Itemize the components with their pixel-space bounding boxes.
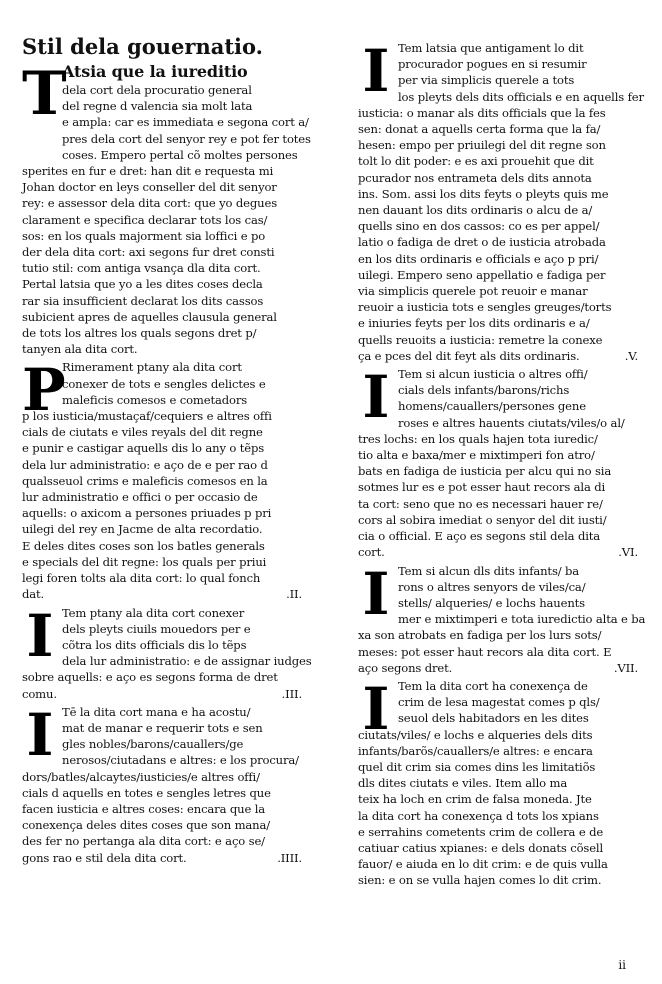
text-line: cials de ciutats e viles reyals del dit regne: [22, 425, 263, 440]
text-line: ins. Som. assi los dits feyts o pleyts quis me: [358, 186, 609, 201]
text-line: latio o fadiga de dret o de iusticia atrobada: [358, 235, 606, 250]
text-line: der dela dita cort: axi segons fur dret consti: [22, 245, 275, 260]
text-line: ça e pces del dit feyt als dits ordinaris. .V.: [358, 348, 638, 363]
text-line: crim de lesa magestat comes p qls/: [398, 695, 600, 710]
text-line: lur administratio e offici o per occasio de: [22, 490, 258, 505]
drop-capital: T: [22, 59, 67, 129]
section-number: .IIII.: [277, 850, 302, 865]
text-line: dela lur administratio: e aço de e per rao d: [22, 457, 268, 472]
text-line: des fer no pertanga ala dita cort: e aço se/: [22, 834, 265, 849]
text-line: uilegi del rey en Jacme de alta recordatio.: [22, 522, 263, 537]
text-line: infants/barõs/cauallers/e altres: e encara: [358, 743, 593, 758]
section-number: .II.: [286, 587, 302, 602]
text-line: via simplicis querele pot reuoir e manar: [358, 284, 588, 299]
text-line: sotmes lur es e pot esser haut recors ala di: [358, 480, 606, 495]
text-line: Rimerament ptany ala dita cort: [62, 360, 242, 375]
paragraph: [22, 59, 311, 357]
text-line: tanyen ala dita cort.: [22, 342, 138, 357]
text-line: uilegi. Empero seno appellatio e fadiga per: [358, 267, 606, 282]
text-line: dls dites ciutats e viles. Item allo ma: [358, 776, 568, 791]
text-line: teix ha loch en crim de falsa moneda. Jte: [358, 792, 592, 807]
text-line: sien: e on se vulla hajen comes lo dit crim.: [358, 873, 602, 888]
text-line: E deles dites coses son los batles generals: [22, 538, 265, 553]
text-line: facen iusticia e altres coses: encara que la: [22, 801, 266, 816]
chapter-title: Stil dela gouernatio.: [22, 34, 263, 59]
text-line: dat. .II.: [22, 587, 302, 602]
text-line: dors/batles/alcaytes/iusticies/e altres offi/: [22, 769, 260, 784]
text-line: rar sia insufficient declarat los dits cassos: [22, 293, 264, 308]
paragraph: [358, 674, 638, 889]
text-line: e ampla: car es immediata e segona cort a/: [62, 115, 309, 130]
text-line: nerosos/ciutadans e altres: e los procura/: [62, 753, 299, 768]
text-line: iusticia: o manar als dits officials que la fes: [358, 105, 606, 120]
text-line: subicient apres de aquelles clausula general: [22, 309, 277, 324]
section-number: .VI.: [618, 545, 638, 560]
text-line: del regne d valencia sia molt lata: [62, 99, 253, 114]
text-line: conexença deles dites coses que son mana/: [22, 818, 271, 833]
drop-capital: I: [362, 674, 390, 743]
text-line: seuol dels habitadors en les dites: [398, 711, 589, 726]
text-line: dela cort dela procuratio general: [62, 83, 252, 97]
folio-number: ii: [618, 958, 626, 972]
text-line: Pertal latsia que yo a les dites coses decla: [22, 277, 263, 292]
text-line: e punir e castigar aquells dis lo any o tẽps: [22, 441, 265, 456]
text-line: reuoir a iusticia tots e sengles greuges/torts: [358, 300, 612, 315]
drop-capital: P: [22, 356, 66, 425]
text-line: rey: e assessor dela dita cort: que yo degues: [22, 196, 277, 211]
text-line: Tē la dita cort mana e ha acostu/: [62, 704, 251, 719]
text-line: la dita cort ha conexença d tots los xpians: [358, 808, 599, 823]
paragraph: [22, 356, 302, 602]
text-line: cials dels infants/barons/richs: [398, 383, 570, 398]
text-line: comu. .III.: [22, 686, 302, 701]
text-line: dels pleyts ciuils mouedors per e: [62, 621, 251, 636]
right-column: [358, 37, 646, 891]
paragraph: [22, 601, 312, 702]
text-line: los pleyts dels dits officials e en aquells fer: [398, 89, 644, 104]
text-line: cõtra los dits officials dis lo tẽps: [62, 637, 247, 652]
text-line: Tem la dita cort ha conexença de: [398, 678, 588, 693]
text-line: cials d aquells en totes e sengles letres que: [22, 785, 271, 800]
chapter-heading: [22, 34, 302, 60]
text-line: Tem si alcun iusticia o altres offi/: [398, 367, 588, 382]
text-line: qualsseuol crims e maleficis comesos en la: [22, 473, 268, 488]
text-line: p los iusticia/mustaçaf/cequiers e altres offi: [22, 409, 272, 424]
text-line: fauor/ e aiuda en lo dit crim: e de quis vulla: [358, 857, 608, 872]
text-line: tutio stil: com antiga vsança dla dita cort.: [22, 261, 261, 276]
paragraph: [358, 37, 644, 364]
text-line: bats en fadiga de iusticia per alcu qui no sia: [358, 464, 612, 479]
left-column: [22, 34, 312, 868]
text-line: sen: donat a aquells certa forma que la fa/: [358, 122, 601, 137]
text-line: dela lur administratio: e de assignar iudges: [62, 654, 312, 669]
text-line: rons o altres senyors de viles/ca/: [398, 579, 586, 594]
paragraph: [22, 700, 302, 866]
text-line: xa son atrobats en fadiga per los lurs sots/: [358, 628, 602, 643]
text-line: mat de manar e requerir tots e sen: [62, 720, 263, 735]
text-line: e specials del dit regne: los quals per priui: [22, 554, 267, 569]
text-line: quel dit crim sia comes dins les limitatiõs: [358, 759, 596, 774]
text-line: sos: en los quals majorment sia loffici e po: [22, 228, 266, 243]
text-line: cors al sobira imediat o senyor del dit iusti/: [358, 512, 607, 527]
text-line: mer e mixtimperi e tota iuredictio alta e ba: [398, 612, 646, 627]
text-line: pres dela cort del senyor rey e pot fer totes: [62, 131, 311, 146]
drop-capital: I: [362, 37, 390, 105]
text-line: gles nobles/barons/cauallers/ge: [62, 737, 244, 752]
text-line: legi foren tolts ala dita cort: lo qual fonch: [22, 571, 261, 586]
text-line: Johan doctor en leys conseller del dit senyor: [22, 180, 277, 195]
text-line: cort. .VI.: [358, 545, 638, 560]
text-line: homens/cauallers/persones gene: [398, 399, 586, 414]
drop-capital: I: [362, 363, 390, 432]
text-line: pcurador nos entrameta dels dits annota: [358, 170, 592, 185]
text-line: aço segons dret. .VII.: [358, 660, 638, 675]
text-line: gons rao e stil dela dita cort. .IIII.: [22, 850, 302, 865]
text-line: Tem si alcun dls dits infants/ ba: [398, 563, 580, 578]
text-line: ta cort: seno que no es necessari hauer re/: [358, 496, 603, 511]
text-line: cia o official. E aço es segons stil dela dita: [358, 529, 601, 544]
text-line: sperites en fur e dret: han dit e requesta mi: [22, 164, 274, 179]
text-line: nen dauant los dits ordinaris o alcu de a/: [358, 203, 593, 218]
paragraph: [358, 363, 638, 560]
text-line: tio alta e baxa/mer e mixtimperi fon atro/: [358, 448, 595, 463]
text-line: Tem latsia que antigament lo dit: [398, 41, 584, 55]
text-line: Atsia que la iureditio: [62, 62, 248, 81]
section-number: .III.: [281, 686, 302, 701]
text-line: tres lochs: en los quals hajen tota iuredic/: [358, 431, 598, 446]
text-line: maleficis comesos e cometadors: [62, 392, 248, 407]
text-line: hesen: empo per priuilegi del dit regne son: [358, 138, 606, 153]
text-line: e iniuries feyts per los dits ordinaris e a/: [358, 316, 590, 331]
text-line: de tots los altres los quals segons dret p/: [22, 326, 257, 341]
drop-capital: I: [362, 559, 390, 628]
text-line: quells sino en dos cassos: co es per appel/: [358, 219, 600, 234]
text-line: stells/ alqueries/ e lochs hauents: [398, 595, 585, 610]
text-line: conexer de tots e sengles delictes e: [62, 376, 266, 391]
text-line: e serrahins cometents crim de collera e de: [358, 824, 604, 839]
text-line: procurador pogues en si resumir: [398, 57, 587, 72]
text-line: sobre aquells: e aço es segons forma de dret: [22, 670, 278, 685]
drop-capital: I: [26, 601, 54, 670]
drop-capital: I: [26, 700, 54, 769]
text-line: per via simplicis querele a tots: [398, 73, 575, 88]
text-line: aquells: o axicom a persones priuades p pri: [22, 506, 272, 521]
text-line: en los dits ordinaris e officials e aço p pri/: [358, 251, 599, 266]
text-line: Tem ptany ala dita cort conexer: [62, 605, 245, 620]
text-line: meses: pot esser haut recors ala dita cort. E: [358, 644, 612, 659]
text-line: catiuar catius xpianes: e dels donats cõsell: [358, 840, 604, 855]
section-number: .VII.: [613, 660, 638, 675]
paragraph: [358, 559, 646, 676]
text-line: clarament e specifica declarar tots los cas/: [22, 212, 268, 227]
text-line: tolt lo dit poder: e es axi prouehit que dit: [358, 154, 594, 169]
text-line: roses e altres hauents ciutats/viles/o al/: [398, 415, 625, 430]
text-line: coses. Empero pertal cõ moltes persones: [62, 147, 298, 162]
text-line: quells reuoits a iusticia: remetre la conexe: [358, 332, 603, 347]
section-number: .V.: [624, 348, 638, 363]
text-line: ciutats/viles/ e lochs e alqueries dels dits: [358, 727, 593, 742]
